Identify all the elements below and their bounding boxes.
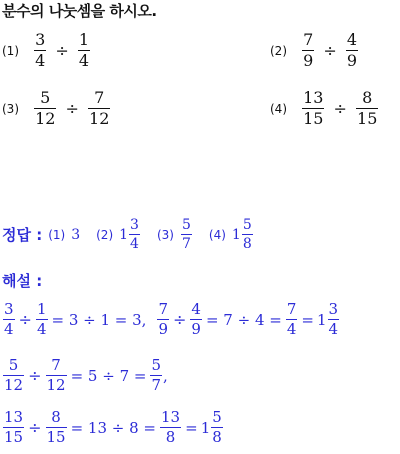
fraction: $\frac{8}{15}$ (357, 88, 378, 129)
solution-heading: 해설 : (2, 272, 43, 290)
fraction: $\frac{4}{9}$ (346, 30, 358, 71)
problem-2 (270, 32, 359, 69)
problem-4 (270, 90, 379, 127)
answer-heading: 정답 : (2, 226, 43, 245)
problem-3 (2, 90, 111, 127)
problem-1 (2, 32, 91, 69)
divide-sign: ÷ (65, 99, 79, 119)
answer-4: (4) 1 $\frac{5}{8}$ (208, 217, 252, 253)
fraction: $\frac{1}{4}$ (78, 30, 90, 71)
answer-3: (3) $\frac{5}{7}$ (156, 217, 191, 253)
divide-sign: ÷ (55, 41, 69, 61)
divide-sign: ÷ (323, 41, 337, 61)
solution-line-2: $\frac{5}{12}$ ÷ $\frac{7}{12}$ = 5 ÷ 7 = $\frac{5}{7}$ , (4, 356, 168, 395)
page-title: 분수의 나눗셈을 하시오. (2, 2, 157, 20)
solution-line-1: $\frac{3}{4}$ ÷ $\frac{1}{4}$ = 3 ÷ 1 = 3, $\frac{7}{9}$ ÷ $\frac{4}{9}$ = 7 ÷ 4 = $\frac{7}{4}$ = 1 $\frac{3}{4}$ (4, 300, 339, 339)
problem-number: (2) (270, 44, 287, 59)
fraction: $\frac{7}{9}$ (303, 30, 314, 71)
problem-number: (3) (2, 102, 19, 117)
answer-2: (2) 1 $\frac{3}{4}$ (96, 217, 139, 253)
fraction: $\frac{5}{12}$ (35, 88, 56, 129)
solution-line-3: $\frac{13}{15}$ ÷ $\frac{8}{15}$ = 13 ÷ 8 = $\frac{13}{8}$ = 1 $\frac{5}{8}$ (4, 408, 222, 447)
divide-sign: ÷ (333, 99, 347, 119)
answer-row (2, 218, 270, 251)
fraction: $\frac{7}{12}$ (89, 88, 110, 129)
fraction: $\frac{3}{4}$ (35, 30, 46, 71)
problem-number: (4) (270, 102, 287, 117)
answer-1: (1) 3 (48, 226, 81, 243)
problem-number: (1) (2, 44, 19, 59)
fraction: $\frac{13}{15}$ (303, 88, 324, 129)
